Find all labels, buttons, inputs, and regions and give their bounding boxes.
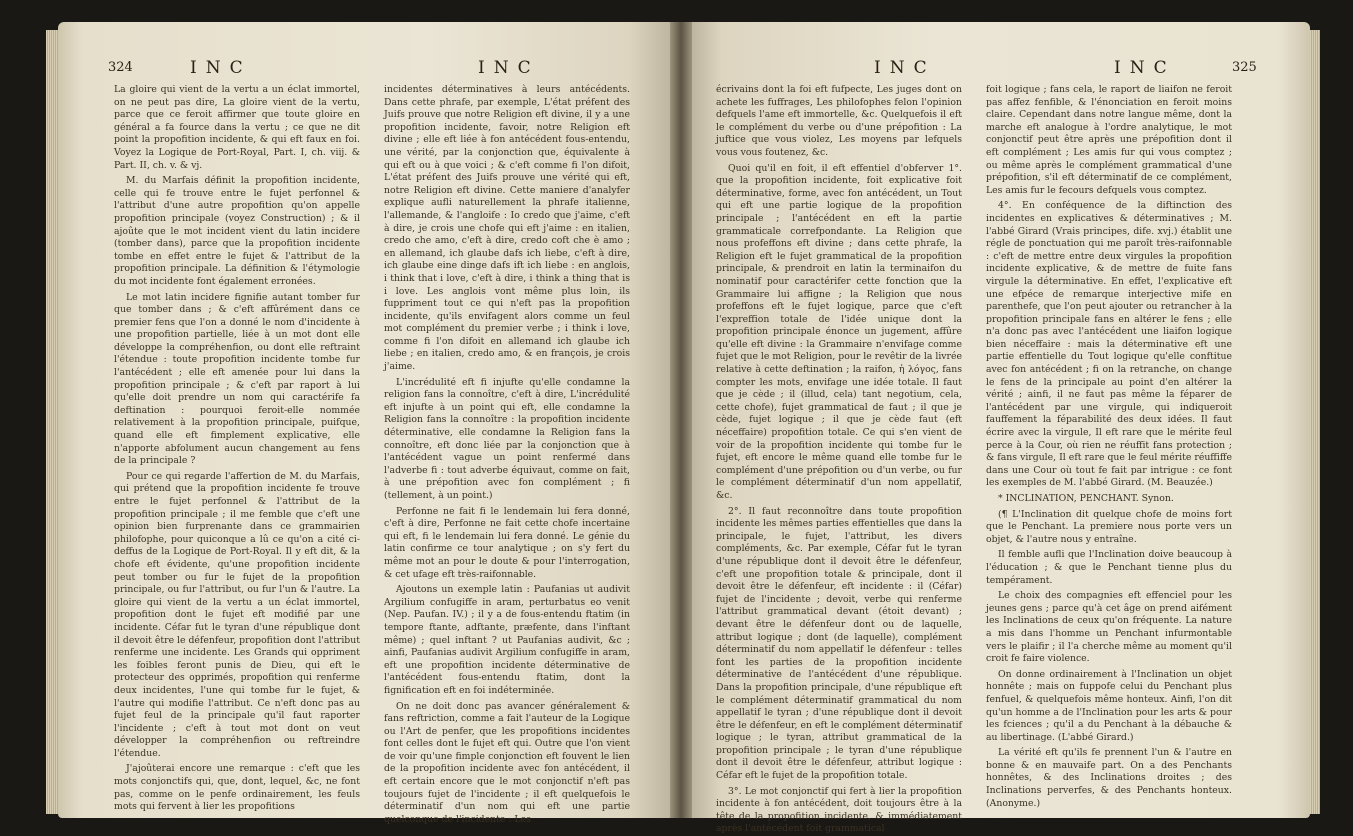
entry-heading: * INCLINATION, PENCHANT. Synon. [998, 493, 1174, 504]
right-page [684, 22, 1310, 835]
right-page-column-1 [716, 84, 963, 835]
paragraph: Ajoutons un exemple latin : Paufanias ut audivit Argilium confugiffe in aram, perturbatus eo venit (Nep. Paufan. IV.) ; il y a de fous-entendu ftatim (in tempore ftante, adftante, præfente, dans l'inftant même) ; quel inftant ? ut Paufanias audivit, &c ; ainfi, Paufanias audivit Argilium confugiffe in aram, eft une propofition incidente déterminative de l'antécédent fous-entendu ftatim, dont la fignification eft en foi indéterminée. [384, 584, 630, 696]
open-book [58, 22, 1310, 835]
left-page [58, 22, 678, 825]
paragraph: On donne ordinairement à l'Inclination un objet honnête ; mais on fuppofe celui du Penchant plus fenfuel, & quelquefois même honteux. Ainfi, l'on dit qu'un homme a de l'Inclination pour les arts & pour les fciences ; qu'il a du Penchant à la débauche & au libertinage. (L'abbé Girard.) [986, 668, 1232, 743]
page-number-right: 325 [1232, 60, 1257, 75]
paragraph: 4°. En conféquence de la diftinction des incidentes en explicatives & déterminatives ; M. l'abbé Girard (Vrais principes, dife. xvj.) établit une régle de ponctuation qui me paroît très-raifonnable : c'eft de mettre entre deux virgules la propofition incidente explicative, & de mettre de fuite fans virgule la déterminative. En effet, l'explicative eft une efpéce de remarque interjective mife en parenthefe, que l'on peut ajouter ou retrancher à la propofition principale fans en altérer le fens ; elle n'a donc pas avec l'antécédent une liaifon logique bien néceffaire : mais la déterminative eft une partie effentielle du Tout logique qu'elle conftitue avec fon antécédent ; fi on la retranche, on change le fens de la principale au point d'en altérer la vérité ; ainfi, il ne faut pas même la féparer de l'antécédent par une virgule, qui indiqueroit fauffement la féparabilité des deux idées. Il faut écrire avec la virgule, Il eft rare que le mérite feul perce à la Cour, où rien ne réuffit fans protection ; & fans virgule, Il eft rare que le feul mérite réuffiffe dans une Cour où tout fe fait par intrigue : ce font les exemples de M. l'abbé Girard. (M. Beauzée.) [986, 200, 1232, 489]
page-number-left: 324 [108, 60, 133, 75]
paragraph: écrivains dont la foi eft fufpecte, Les juges dont on achete les fuffrages, Les philofophes felon l'opinion defquels l'ame eft immortelle, &c. Quelquefois il eft le complément du verbe ou d'une prépofition : La juftice que vous violez, Les moyens par lefquels vous vous foutenez, &c. [716, 84, 962, 158]
running-head-right-2: INC [1114, 58, 1176, 78]
running-head-right-1: INC [874, 58, 936, 78]
paragraph: Le mot latin incidere fignifie autant tomber fur que tomber dans ; & c'eft affûrément dans ce premier fens que l'on a donné le nom d'incidente à une propofition partielle, liée à un mot dont elle développe la compréhenfion, ou dont elle reftraint l'étendue : toute propofition incidente tombe fur l'antécédent ; elle eft amenée pour lui dans la propofition principale ; & c'eft par raport à lui qu'elle doit prendre un nom qui caractérife fa deftination : pourquoi feroit-elle nommée relativement à la propofition principale, puifque, quand elle eft fimplement explicative, elle n'apporte abfolument aucun changement au fens de la principale ? [114, 291, 360, 467]
paragraph: Quoi qu'il en foit, il eft effentiel d'obferver 1°. que la propofition incidente, foit explicative foit déterminative, forme, avec fon antécédent, un Tout qui eft une partie logique de la propofition principale ; l'antécédent en eft la partie grammaticale correfpondante. La Religion que nous profeffons eft divine ; dans cette phrafe, la Religion eft le fujet grammatical de la propofition principale, & prendroit en latin la terminaifon du nominatif pour caractérifer cette fonction que la Grammaire lui affigne ; la Religion que nous profeffons eft le fujet logique, parce que c'eft l'expreffion totale de l'idée unique dont la propofition principale énonce un jugement, affûre qu'elle eft divine : la Grammaire n'envifage comme fujet que le mot Religion, pour le revêtir de la livrée relative à cette deftination ; la raifon, ἡ λόγος, fans compter les mots, envifage une idée totale. Il faut que je cède ; il (illud, cela) tant negotium, cela, cette chofe), fujet grammatical de faut ; il que je cède, fujet logique ; il que je cède faut (eft néceffaire) propofition totale. Ce qui s'en vient de voir de la propofition incidente qui tombe fur le fujet, eft encore le même quand elle tombe fur le complément d'une prépofition ou d'un verbe, ou fur le complément déterminatif d'un nom appellatif, &c. [716, 162, 963, 501]
left-page-column-2 [384, 84, 630, 825]
left-page-column-1 [114, 84, 360, 813]
paragraph: La gloire qui vient de la vertu a un éclat immortel, on ne peut pas dire, La gloire vient de la vertu, parce que ce feroit affirmer que toute gloire en général a fa fource dans la vertu ; ce que ne dit point la propofition incidente, & qui eft faux en foi. Voyez la Logique de Port-Royal, Part. I, ch. viij. & Part. II, ch. v. & vj. [114, 84, 360, 171]
paragraph: 2°. Il faut reconnoître dans toute propofition incidente les mêmes parties effentielles que dans la principale, le fujet, l'attribut, les divers compléments, &c. Par exemple, Céfar fut le tyran d'une république dont il devoit être le défenfeur, c'eft une propofition totale & principale, dont il devoit être le défenfeur, eft incidente : il (Céfar) fujet de l'incidente ; devoit, verbe qui renferme l'attribut grammatical devant (étoit devant) ; devant être le défenfeur dont ou de laquelle, attribut logique ; dont (de laquelle), complément déterminatif du nom appellatif le défenfeur : telles font les parties de la propofition incidente déterminative de l'antécédent d'une république. Dans la propofition principale, d'une république eft le complément déterminatif grammatical du nom appellatif le tyran ; d'une république dont il devoit être le défenfeur, en eft le complément déterminatif logique ; le tyran, attribut grammatical de la propofition principale ; le tyran d'une république dont il devoit être le défenfeur, attribut logique : Céfar eft le fujet de la propofition totale. [716, 505, 962, 782]
paragraph: M. du Marfais définit la propofition incidente, celle qui fe trouve entre le fujet perfonnel & l'attribut d'une autre propofition qu'on appelle propofition principale (voyez Construction) ; & il ajoûte que le mot incident vient du latin incidere (tomber dans), parce que la propofition incidente tombe en effet entre le fujet & l'attribut de la propofition principale. La définition & l'étymologie du mot incidente font également erronées. [114, 175, 360, 287]
paragraph: Pour ce qui regarde l'affertion de M. du Marfais, qui prétend que la propofition incidente fe trouve entre le fujet perfonnel & l'attribut de la propofition principale ; il me femble que c'eft une opinion bien furprenante dans ce grammairien philofophe, pour quiconque a lû ce qu'on a cité ci-deffus de la Logique de Port-Royal. Il y eft dit, & la chofe eft évidente, qu'une propofition incidente peut tomber ou fur le fujet de la propofition principale, ou fur l'attribut, ou fur l'un & l'autre. La gloire qui vient de la vertu a un éclat immortel, propofition dont le fujet eft modifié par une incidente. Céfar fut le tyran d'une république dont il devoit être le défenfeur, propofition dont l'attribut renferme une incidente. Les Grands qui oppriment les foibles feront punis de Dieu, qui eft le protecteur des opprimés, propofition qui renferme deux incidentes, l'une qui tombe fur le fujet, & l'autre qui modifie l'attribut. Ce n'eft donc pas au fujet feul de la principale qu'il faut raporter l'incidente ; c'eft à tout mot dont on veut développer la compréhenfion ou reftreindre l'étendue. [114, 470, 360, 759]
right-page-column-2 [986, 84, 1232, 809]
paragraph: incidentes déterminatives à leurs antécédents. Dans cette phrafe, par exemple, L'état préfent des Juifs prouve que notre Religion eft divine, il y a une propofition incidente, favoir, notre Religion eft divine ; elle eft liée à fon antécédent fous-entendu, une vérité, par la conjonction que, équivalente à qui eft ou à que voici ; & c'eft comme fi l'on difoit, L'état préfent des Juifs prouve une vérité qui eft, notre Religion eft divine. Cette maniere d'analyfer explique aufli naturellement la phrafe italienne, l'allemande, & l'angloife : Io credo que j'aime, c'eft à dire, je crois une chofe qui eft j'aime : en italien, credo che amo, c'eft à dire, credo coft che è amo ; en allemand, ich glaube dafs ich liebe, c'eft à dire, ich glaube eine dinge dafs ift ich liebe : en anglois, i think that i love, c'eft à dire, i think a thing that is i love. Les anglois vont même plus loin, ils fuppriment tout ce qui n'eft pas la propofition incidente, qu'ils envifagent alors comme un feul mot complément du premier verbe ; i think i love, comme fi l'on difoit en allemand ich glaube ich liebe ; en italien, credo amo, & en françois, je crois j'aime. [384, 84, 630, 373]
paragraph: Perfonne ne fait fi le lendemain lui fera donné, c'eft à dire, Perfonne ne fait cette chofe incertaine qui eft, fi le lendemain lui fera donné. Le génie du latin confirme ce tour analytique ; on s'y fert du même mot an pour le doute & pour l'interrogation, & cet ufage eft très-raifonnable. [384, 505, 630, 580]
paragraph: On ne doit donc pas avancer généralement & fans reftriction, comme a fait l'auteur de la Logique ou l'Art de penfer, que les propofitions incidentes font celles dont le fujet eft qui. Outre que l'on vient de voir qu'une fimple conjonction eft fouvent le lien de la propofition incidente avec fon antécédent, il eft certain encore que le mot conjonctif n'eft pas toujours fujet de l'incidente ; il eft quelquefois le déterminatif d'un nom qui eft une partie quelconque de l'incidente : Les [384, 700, 630, 825]
book-gutter [670, 22, 692, 818]
paragraph: Il femble aufli que l'Inclination doive beaucoup à l'éducation ; & que le Penchant tienne plus du tempérament. [986, 549, 1232, 586]
running-head-left-1: INC [190, 58, 252, 78]
paragraph: Le choix des compagnies eft effenciel pour les jeunes gens ; parce qu'à cet âge on prend aifément les Inclinations de ceux qu'on fréquente. La nature a mis dans l'homme un Penchant infurmontable vers le plaifir ; il l'a cherche même au moment qu'il croit fe faire violence. [986, 590, 1232, 665]
paragraph: foit logique ; fans cela, le raport de liaifon ne feroit pas affez fenfible, & l'énonciation en feroit moins claire. Cependant dans notre langue même, dont la marche eft analogue à l'ordre analytique, le mot conjonctif peut être après une prépofition dont il eft complément ; Les amis fur qui vous comptez ; ou même après le complément grammatical d'une prépofition, s'il eft déterminatif de ce complément, Les amis fur le fecours defquels vous comptez. [986, 84, 1232, 196]
paragraph: La vérité eft qu'ils fe prennent l'un & l'autre en bonne & en mauvaife part. On a des Penchants honnêtes, & des Inclinations droites ; des Inclinations perverfes, & des Penchants honteux. (Anonyme.) [986, 747, 1232, 809]
paragraph: L'incrédulité eft fi injufte qu'elle condamne la religion fans la connoître, c'eft à dire, L'incrédulité eft injufte à un point qui eft, elle condamne la Religion fans la connoître : la propofition incidente déterminative, elle condamne la Religion fans la connoître, eft donc liée par la conjonction que à l'antécédent vague un point renfermé dans l'adverbe fi : tout adverbe équivaut, comme on fait, à une prépofition avec fon complément ; fi (tellement, à un point.) [384, 376, 630, 501]
paragraph: 3°. Le mot conjonctif qui fert à lier la propofition incidente à fon antécédent, doit toujours être à la tête de la propofition incidente, & immédiatement après l'antécédent foit grammatical [716, 785, 962, 835]
paragraph: (¶ L'Inclination dit quelque chofe de moins fort que le Penchant. La premiere nous porte vers un objet, & l'autre nous y entraîne. [986, 508, 1232, 545]
running-head-left-2: INC [478, 58, 540, 78]
paragraph: J'ajoûterai encore une remarque : c'eft que les mots conjonctifs qui, que, dont, lequel, &c, ne font pas, comme on le penfe ordinairement, les feuls mots qui fervent à lier les propofitions [114, 763, 360, 813]
